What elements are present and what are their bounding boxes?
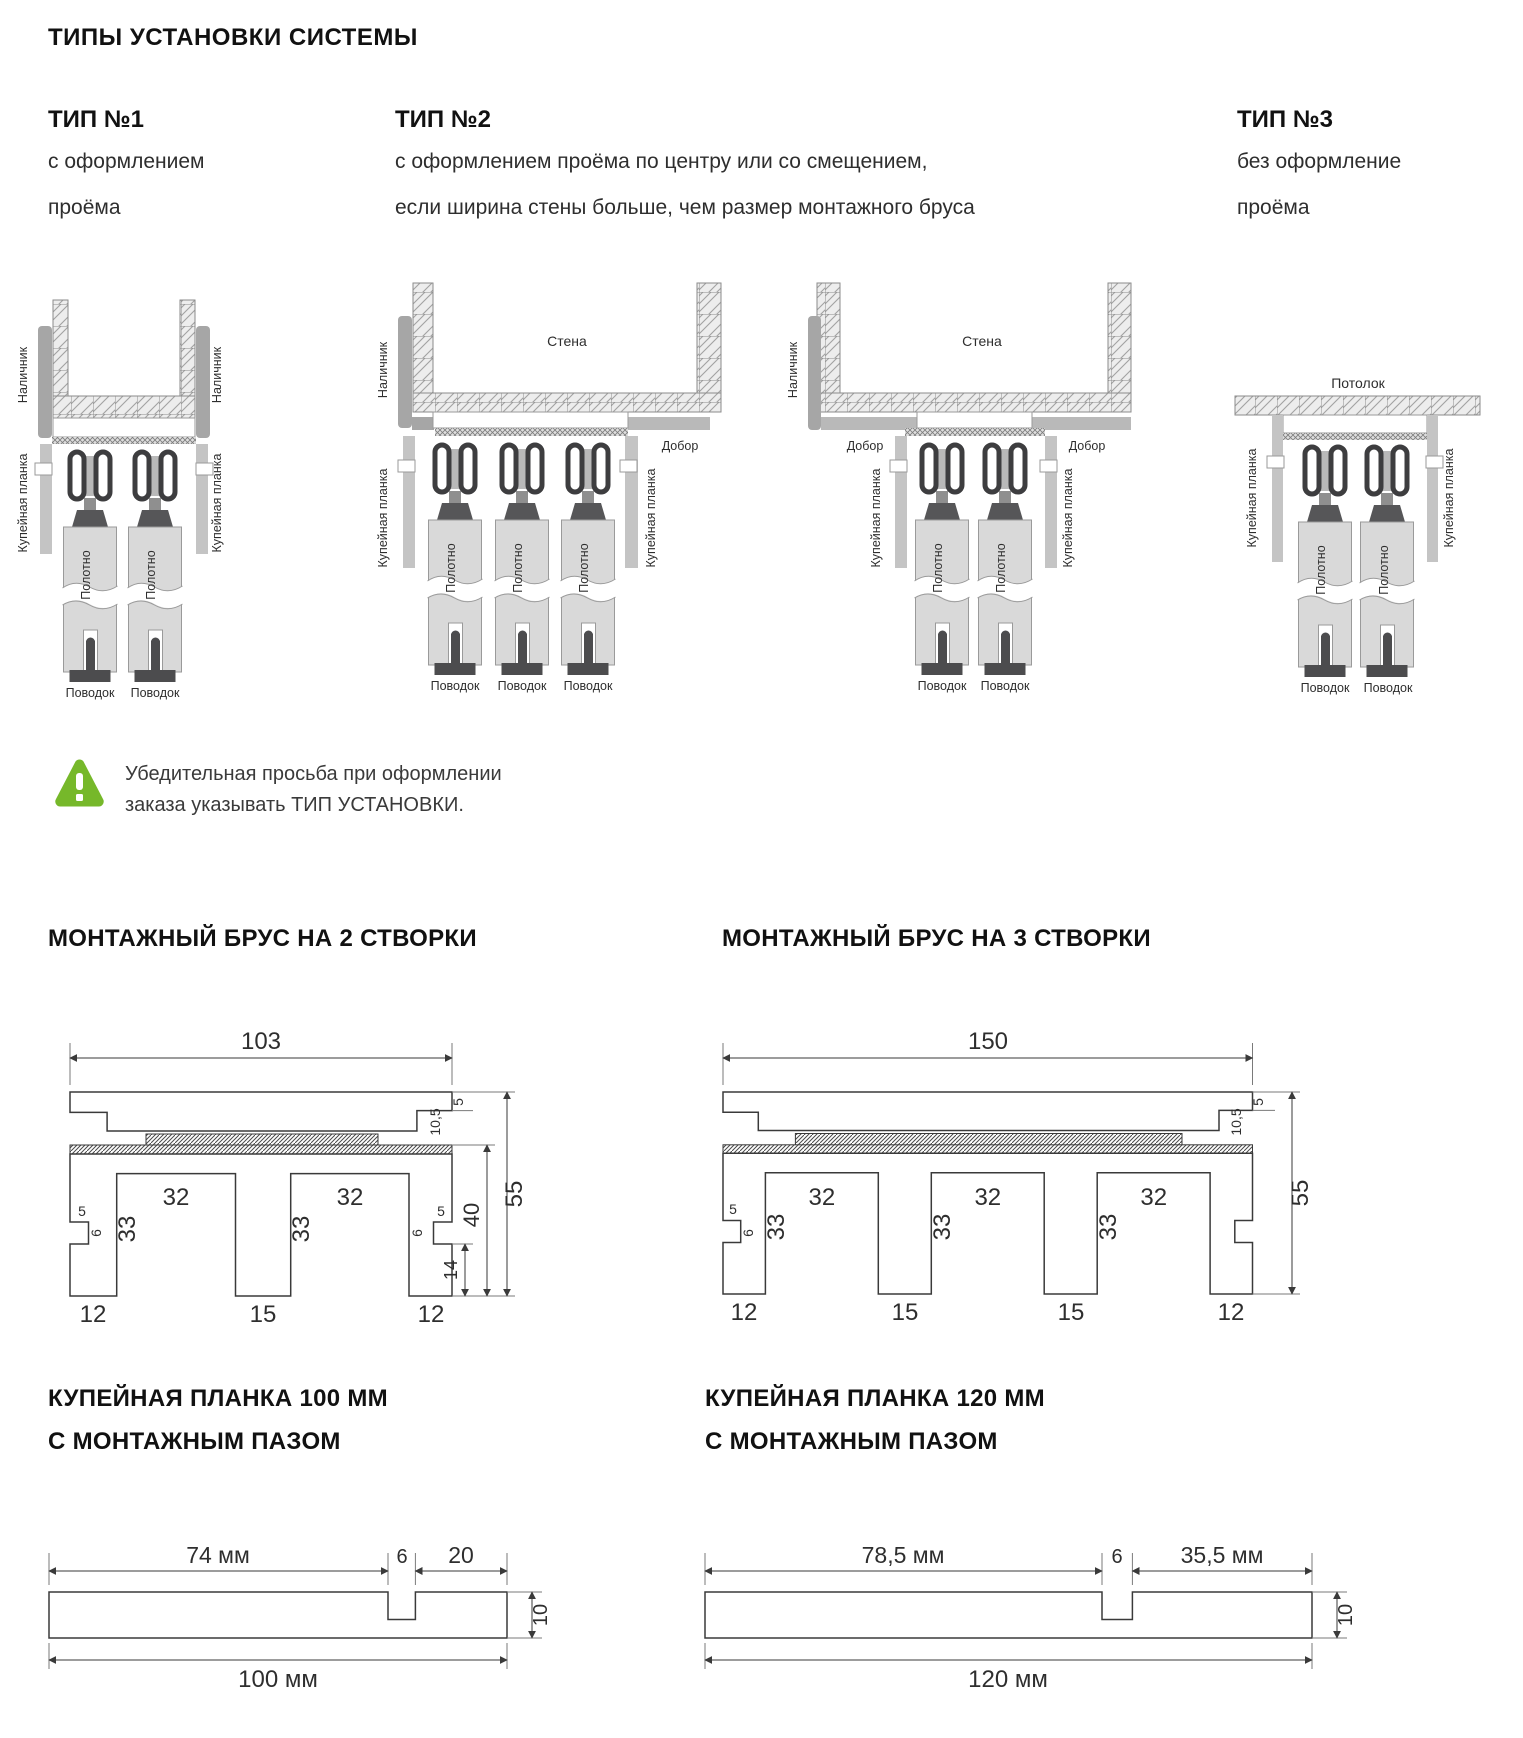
planka-profile <box>705 1592 1312 1638</box>
dim-foot-2: 15 <box>891 1299 919 1326</box>
warning-icon <box>52 758 106 808</box>
kupeynaya-bar-left <box>40 444 52 554</box>
roller-2 <box>1367 447 1407 522</box>
dim-depth-2: 33 <box>288 1215 315 1243</box>
kupeynaya-bar-right <box>196 444 208 554</box>
kupeynaya-label-left: Купейная планка <box>16 453 30 553</box>
dim-foot-center: 15 <box>249 1301 277 1328</box>
diagram-type2-centered <box>325 270 735 705</box>
dim-right: 35,5 мм <box>1180 1545 1264 1568</box>
stena-label: Стена <box>547 333 587 349</box>
wall-band <box>53 396 195 418</box>
clip-left <box>890 460 907 472</box>
povodok-label-1: Поводок <box>430 679 480 693</box>
dim-total: 120 мм <box>968 1666 1048 1693</box>
hatch-bar-thin <box>723 1145 1253 1154</box>
nalichnik-label-right: Наличник <box>210 346 224 404</box>
dim-thickness: 10 <box>1335 1603 1357 1627</box>
povodok-label-2: Поводок <box>130 686 180 700</box>
mount-strip <box>905 428 1045 436</box>
exclamation-bar <box>76 773 83 790</box>
dobor-label-right: Добор <box>1068 439 1106 453</box>
type2-desc-line1: с оформлением проёма по центру или со смещением, <box>395 150 928 173</box>
roller-1 <box>435 445 475 520</box>
polotno-label-3: Полотно <box>577 543 591 593</box>
dobor-bar-left <box>821 417 917 430</box>
dim-right: 20 <box>448 1545 474 1568</box>
dim-width: 150 <box>967 1028 1009 1055</box>
page-title: ТИПЫ УСТАНОВКИ СИСТЕМЫ <box>48 24 418 51</box>
dim-notch-w: 5 <box>729 1201 737 1217</box>
kupeynaya-label-right: Купейная планка <box>644 468 658 568</box>
hatch-bar-thin <box>70 1145 452 1154</box>
dim-foot-right: 12 <box>417 1301 445 1328</box>
dim-depth-3: 33 <box>1095 1213 1122 1241</box>
kupeynaya-bar-left <box>1272 415 1283 562</box>
panel-1 <box>428 520 483 675</box>
brus2-drawing <box>55 1015 535 1335</box>
povodok-label-3: Поводок <box>563 679 613 693</box>
mount-strip <box>52 437 196 444</box>
type3-desc-line1: без оформление <box>1237 150 1402 173</box>
nalichnik-label: Наличник <box>376 341 390 399</box>
dim-foot-left: 12 <box>79 1301 107 1328</box>
dim-depth-2: 33 <box>929 1213 956 1241</box>
roller-1 <box>1305 447 1345 522</box>
dim-notch: 6 <box>396 1546 408 1568</box>
dim-h55: 55 <box>501 1180 528 1208</box>
clip-right <box>1426 456 1443 468</box>
dim-foot-1: 12 <box>730 1299 758 1326</box>
dim-channel-3: 32 <box>1140 1184 1168 1211</box>
type1-desc-line1: с оформлением <box>48 150 205 173</box>
track-housing <box>433 412 628 428</box>
kupeynaya-label-right: Купейная планка <box>1061 468 1075 568</box>
dim-step: 10,5 <box>1228 1108 1244 1136</box>
kupeynaya-bar-right <box>625 436 638 568</box>
kupeynaya-bar-left <box>895 436 907 568</box>
clip-right <box>620 460 637 472</box>
kupeynaya-label-left: Купейная планка <box>869 468 883 568</box>
roller-2 <box>135 452 175 527</box>
brus-profile <box>723 1153 1253 1294</box>
polotno-label-2: Полотно <box>994 543 1008 593</box>
exclamation-dot <box>76 794 83 801</box>
dim-left: 74 мм <box>186 1545 250 1568</box>
type3-heading: ТИП №3 <box>1237 106 1333 133</box>
panel-1 <box>63 527 118 682</box>
stena-label: Стена <box>962 333 1002 349</box>
polotno-label-2: Полотно <box>511 543 525 593</box>
polotno-label-1: Полотно <box>444 543 458 593</box>
dim-channel-1: 32 <box>162 1184 190 1211</box>
dim-foot-3: 15 <box>1057 1299 1085 1326</box>
nalichnik-label: Наличник <box>786 341 800 399</box>
nalichnik-foot <box>412 417 434 430</box>
dim-channel-2: 32 <box>974 1184 1002 1211</box>
kupeynaya-bar-left <box>403 436 415 568</box>
type1-desc-line2: проёма <box>48 196 121 219</box>
kupeynaya-bar-right <box>1045 436 1057 568</box>
wall-left <box>53 300 68 397</box>
dim-step: 10,5 <box>427 1108 443 1136</box>
dim-width: 103 <box>240 1028 282 1055</box>
wall-band <box>817 393 1131 412</box>
clip-left <box>35 463 52 475</box>
roller-2 <box>502 445 542 520</box>
dim-thickness: 10 <box>530 1603 552 1627</box>
track-housing <box>1283 415 1427 433</box>
dim-notch-h: 6 <box>740 1229 756 1237</box>
dim-h14: 14 <box>441 1259 461 1281</box>
panel-3 <box>561 520 616 675</box>
povodok-label-1: Поводок <box>65 686 115 700</box>
type2-desc-line2: если ширина стены больше, чем размер монтажного бруса <box>395 196 975 219</box>
diagram-type2-offset <box>715 270 1135 705</box>
polotno-label-1: Полотно <box>1314 545 1328 595</box>
dim-notch-w-left: 5 <box>78 1203 86 1219</box>
dim-plate: 5 <box>450 1098 466 1106</box>
dim-channel-1: 32 <box>808 1184 836 1211</box>
polotno-label-2: Полотно <box>144 550 158 600</box>
nalichnik-bar <box>398 316 412 428</box>
dim-h40: 40 <box>459 1202 484 1228</box>
roller-1 <box>70 452 110 527</box>
roller-1 <box>922 445 962 520</box>
type1-heading: ТИП №1 <box>48 106 144 133</box>
brus3-heading: МОНТАЖНЫЙ БРУС НА 3 СТВОРКИ <box>722 925 1151 952</box>
povodok-label-1: Поводок <box>917 679 967 693</box>
planka100-heading2: С МОНТАЖНЫМ ПАЗОМ <box>48 1428 341 1455</box>
brus3-drawing <box>700 1015 1325 1335</box>
planka120-drawing <box>695 1545 1375 1695</box>
potolok-label: Потолок <box>1331 375 1385 391</box>
warning-line1: Убедительная просьба при оформлении <box>125 763 502 785</box>
nalichnik-label-left: Наличник <box>16 346 30 404</box>
track-housing <box>917 412 1032 428</box>
planka-plate <box>723 1092 1253 1131</box>
planka-profile <box>49 1592 507 1638</box>
diagram-type3 <box>1123 330 1523 705</box>
roller-2 <box>985 445 1025 520</box>
panel-2 <box>1360 522 1415 677</box>
polotno-label-1: Полотно <box>79 550 93 600</box>
diagram-type1 <box>5 260 245 705</box>
mount-strip <box>435 428 628 436</box>
dim-channel-2: 32 <box>336 1184 364 1211</box>
clip-left <box>1267 456 1284 468</box>
wall-band <box>413 393 721 412</box>
planka100-heading1: КУПЕЙНАЯ ПЛАНКА 100 ММ <box>48 1385 388 1412</box>
planka120-heading1: КУПЕЙНАЯ ПЛАНКА 120 ММ <box>705 1385 1045 1412</box>
polotno-label-2: Полотно <box>1377 545 1391 595</box>
planka100-drawing <box>40 1545 580 1695</box>
dim-depth-1: 33 <box>114 1215 141 1243</box>
warning-line2: заказа указывать ТИП УСТАНОВКИ. <box>125 794 464 816</box>
kupeynaya-label-left: Купейная планка <box>376 468 390 568</box>
roller-3 <box>568 445 608 520</box>
panel-2 <box>128 527 183 682</box>
povodok-label-2: Поводок <box>497 679 547 693</box>
planka120-heading2: С МОНТАЖНЫМ ПАЗОМ <box>705 1428 998 1455</box>
kupeynaya-label-right: Купейная планка <box>1442 448 1456 548</box>
kupeynaya-label-left: Купейная планка <box>1245 448 1259 548</box>
dim-total: 100 мм <box>238 1666 318 1693</box>
dim-notch: 6 <box>1111 1546 1123 1568</box>
mount-strip <box>1283 433 1427 440</box>
type2-heading: ТИП №2 <box>395 106 491 133</box>
dim-left: 78,5 мм <box>861 1545 945 1568</box>
panel-2 <box>495 520 550 675</box>
dim-notch-w-right: 5 <box>437 1203 445 1219</box>
dim-depth-1: 33 <box>763 1213 790 1241</box>
dim-foot-4: 12 <box>1217 1299 1245 1326</box>
wall-right <box>180 300 195 397</box>
clip-left <box>398 460 415 472</box>
brus2-heading: МОНТАЖНЫЙ БРУС НА 2 СТВОРКИ <box>48 925 477 952</box>
ceiling-band <box>1235 396 1480 415</box>
panel-1 <box>1298 522 1353 677</box>
dim-h55: 55 <box>1287 1179 1314 1207</box>
clip-right <box>1040 460 1057 472</box>
dim-notch-h-right: 6 <box>409 1229 425 1237</box>
nalichnik-bar-left <box>38 326 52 438</box>
type3-desc-line2: проёма <box>1237 196 1310 219</box>
povodok-label-2: Поводок <box>1363 681 1413 695</box>
dobor-label-left: Добор <box>846 439 884 453</box>
kupeynaya-bar-right <box>1427 415 1438 562</box>
kupeynaya-label-right: Купейная планка <box>210 453 224 553</box>
dim-plate: 5 <box>1250 1098 1266 1106</box>
panel-2 <box>978 520 1033 675</box>
dim-notch-h-left: 6 <box>88 1229 104 1237</box>
planka-plate <box>70 1092 452 1131</box>
wall-left <box>413 283 433 393</box>
nalichnik-bar-right <box>196 326 210 438</box>
polotno-label-1: Полотно <box>931 543 945 593</box>
dobor-bar-right <box>1032 417 1131 430</box>
povodok-label-2: Поводок <box>980 679 1030 693</box>
dobor-label: Добор <box>661 439 699 453</box>
povodok-label-1: Поводок <box>1300 681 1350 695</box>
track-housing <box>53 418 195 437</box>
panel-1 <box>915 520 970 675</box>
nalichnik-bar <box>808 316 821 430</box>
